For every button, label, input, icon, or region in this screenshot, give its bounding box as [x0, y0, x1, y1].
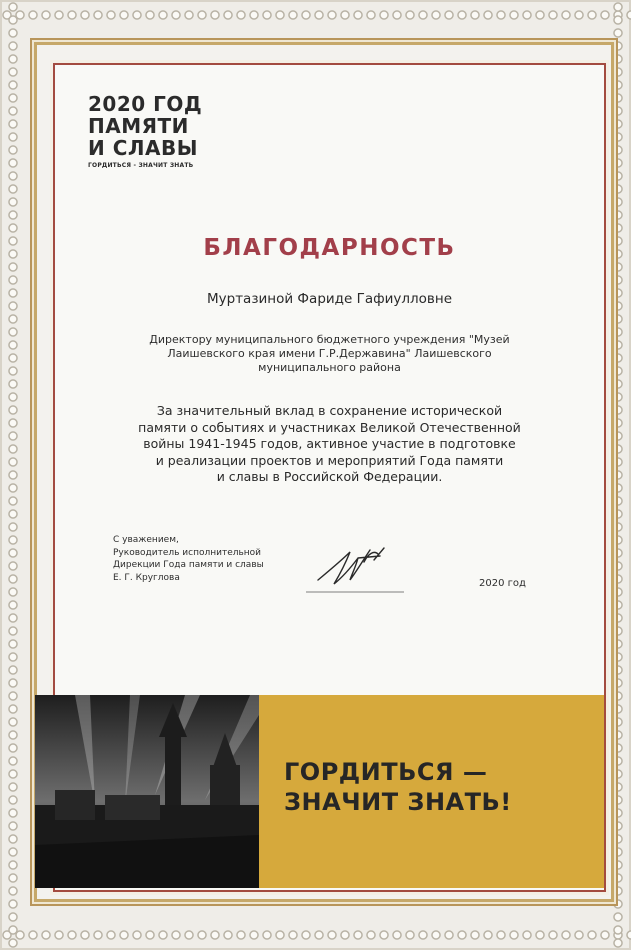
closing-line: Дирекции Года памяти и славы	[113, 560, 264, 570]
merit-line: и славы в Российской Федерации.	[216, 469, 443, 484]
slogan-banner	[259, 695, 604, 888]
slogan-line-2: ЗНАЧИТ ЗНАТЬ!	[284, 788, 512, 816]
closing-line: Руководитель исполнительной	[113, 547, 262, 558]
closing-line: С уважением,	[113, 535, 179, 545]
position-line: Лаишевского края имени Г.Р.Державина" Лаишевского	[167, 347, 492, 360]
merit-line: памяти о событиях и участниках Великой Отечественной	[138, 419, 521, 435]
recipient-position	[105, 333, 554, 375]
merit-text	[105, 403, 554, 486]
slogan	[284, 757, 512, 817]
position-line: муниципального района	[258, 361, 401, 374]
frame-bead-trim-left	[6, 0, 20, 950]
certificate	[55, 65, 604, 890]
logo-line-1: 2020 ГОД	[88, 92, 203, 116]
kremlin-photo	[35, 695, 259, 888]
logo-tagline: ГОРДИТЬСЯ - ЗНАЧИТ ЗНАТЬ	[88, 162, 194, 169]
merit-line: За значительный вклад в сохранение исторической	[156, 403, 503, 418]
slogan-line-1: ГОРДИТЬСЯ —	[284, 758, 488, 786]
merit-line: и реализации проектов и мероприятий Года памяти	[155, 452, 504, 468]
logo-line-2: ПАМЯТИ	[88, 114, 189, 138]
signatory-name: Е. Г. Круглова	[113, 572, 180, 583]
closing-block	[113, 534, 264, 584]
frame-bead-trim-bottom	[0, 928, 631, 942]
signature	[300, 540, 410, 598]
logo-line-3: И СЛАВЫ	[88, 136, 198, 160]
frame-bead-trim-top	[0, 8, 631, 22]
year-of-memory-logo	[88, 93, 202, 170]
recipient-name: Муртазиной Фариде Гафиулловне	[206, 291, 453, 307]
certificate-title: БЛАГОДАРНОСТЬ	[203, 235, 456, 261]
year-label: 2020 год	[479, 578, 526, 589]
merit-line: войны 1941-1945 годов, активное участие в подготовке	[143, 436, 516, 451]
position-line: Директору муниципального бюджетного учреждения "Музей	[149, 333, 510, 346]
